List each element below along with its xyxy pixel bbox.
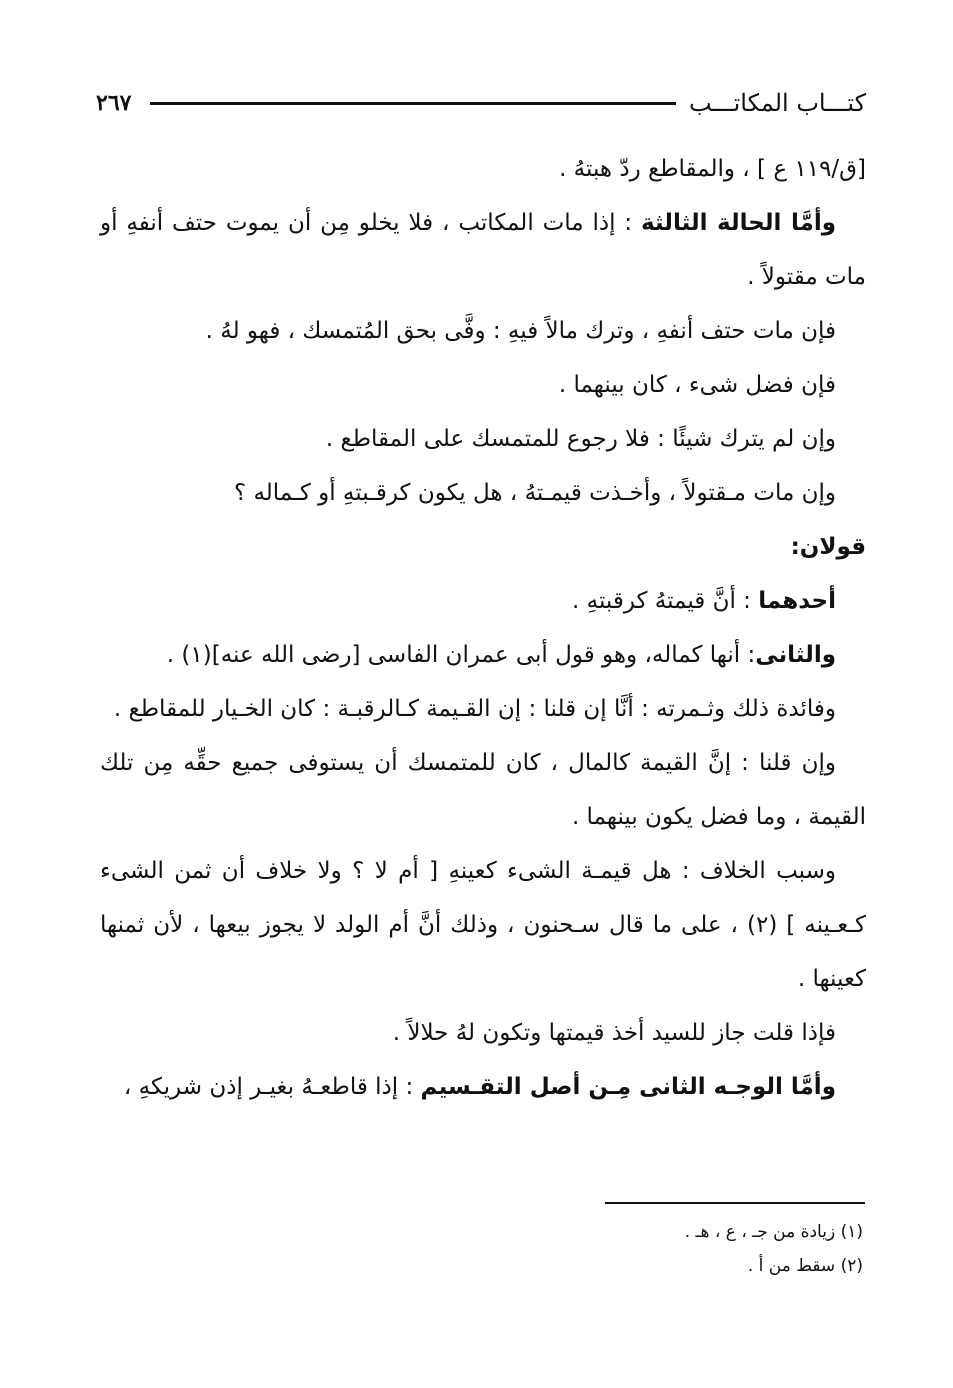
paragraph-12 [100,844,866,1006]
paragraph-label: قولان: [790,534,866,560]
paragraph-label: وأمَّا الوجـه الثانى مِـن أصل التقـسيم [420,1074,836,1100]
paragraph-14 [100,1060,866,1114]
paragraph-text: فإذا قلت جاز للسيد أخذ قيمتها وتكون لهُ حلالاً . [392,1020,836,1046]
paragraph-text: : إذا قاطعـهُ بغيـر إذن شريكهِ ، [123,1074,421,1100]
paragraph-label: والثانى [755,642,836,668]
paragraph-1 [100,142,866,196]
paragraph-10 [100,682,866,736]
paragraph-text: : إذا مات المكاتب ، فلا يخلو مِن أن يموت حتف أنفهِ أو مات مقتولاً . [100,210,866,290]
paragraph-label: أحدهما [758,588,836,614]
footnote-rule [605,1202,865,1204]
paragraph-7 [100,520,866,574]
paragraph-text: : أنها كماله، وهو قول أبى عمران الفاسى [رضى الله عنه](١) . [166,642,756,668]
paragraph-11 [100,736,866,844]
paragraph-text: وإن مات مـقتولاً ، وأخـذت قيمـتهُ ، هل يكون كرقـبتهِ أو كـماله ؟ [233,480,836,506]
paragraph-2 [100,196,866,304]
running-header [96,88,866,122]
paragraph-5 [100,412,866,466]
footnote-2: (٢) سقط من أ . [747,1256,863,1276]
paragraph-9 [100,628,866,682]
paragraph-8 [100,574,866,628]
paragraph-text: وفائدة ذلك وثـمرته : أنَّا إن قلنا : إن القـيمة كـالرقبـة : كان الخـيار للمقاطع . [113,696,836,722]
paragraph-6 [100,466,866,520]
paragraph-13 [100,1006,866,1060]
paragraph-text: وإن قلنا : إنَّ القيمة كالمال ، كان للمتمسك أن يستوفى جميع حقِّه مِن تلك القيمة ، وما فضل يكون بينهما . [100,750,866,830]
main-text [100,142,866,1114]
paragraph-4 [100,358,866,412]
paragraph-text: وإن لم يترك شيئًا : فلا رجوع للمتمسك على المقاطع . [325,426,836,452]
page-number: ٢٦٧ [96,90,132,116]
paragraph-text: وسبب الخلاف : هل قيمـة الشىء كعينهِ [ أم لا ؟ ولا خلاف أن ثمن الشىء كـعـينه ] (٢) ، على ما قال سـحنون ، وذلك أنَّ أم الولد لا يجوز بيعها ، لأن ثمنها كعينها . [100,858,866,992]
paragraph-text: فإن فضل شىء ، كان بينهما . [558,372,836,398]
paragraph-text: : أنَّ قيمتهُ كرقبتهِ . [572,588,759,614]
paragraph-3 [100,304,866,358]
running-title: كتـــاب المكاتـــب [688,89,866,117]
paragraph-text: فإن مات حتف أنفهِ ، وترك مالاً فيهِ : وفَّى بحق المُتمسك ، فهو لهُ . [205,318,836,344]
paragraph-label: وأمَّا الحالة الثالثة [640,210,837,236]
footnote-1: (١) زيادة من جـ ، ع ، هـ . [684,1222,863,1242]
header-rule [150,102,676,105]
paragraph-text: [ق/١١٩ ع ] ، والمقاطع ردّ هبتهُ . [559,156,866,182]
